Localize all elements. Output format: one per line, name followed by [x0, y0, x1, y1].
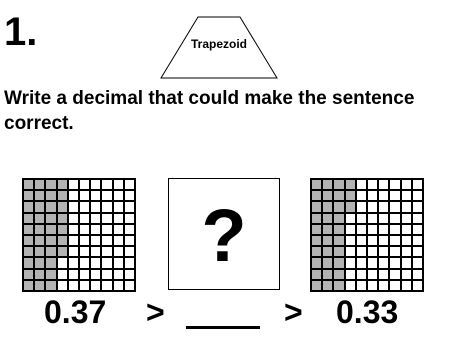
grid-cell-shaded	[45, 190, 56, 201]
grid-cell	[113, 201, 124, 212]
grid-cell	[113, 235, 124, 246]
grid-cell-shaded	[322, 235, 333, 246]
grid-cell-shaded	[345, 179, 356, 190]
grid-cell-shaded	[34, 213, 45, 224]
grid-cell	[90, 201, 101, 212]
grid-cell	[356, 246, 367, 257]
grid-cell	[367, 235, 378, 246]
grid-cell-shaded	[57, 246, 68, 257]
grid-cell	[68, 213, 79, 224]
grid-cell	[113, 190, 124, 201]
grid-cell	[389, 224, 400, 235]
grid-cell	[101, 190, 112, 201]
grid-cell-shaded	[23, 213, 34, 224]
grid-cell	[124, 179, 135, 190]
grid-cell	[79, 257, 90, 268]
grid-cell-shaded	[322, 246, 333, 257]
grid-cell	[367, 201, 378, 212]
grid-cell-shaded	[322, 269, 333, 280]
grid-cell-shaded	[345, 201, 356, 212]
grid-cell	[356, 257, 367, 268]
grid-cell	[412, 235, 423, 246]
grid-cell	[68, 224, 79, 235]
grid-cell-shaded	[23, 246, 34, 257]
grid-cell	[356, 190, 367, 201]
grid-cell	[79, 201, 90, 212]
question-mark: ?	[201, 194, 247, 277]
grid-cell	[378, 257, 389, 268]
grid-cell	[124, 235, 135, 246]
grid-cell	[356, 235, 367, 246]
grid-cell	[389, 257, 400, 268]
grid-cell	[367, 224, 378, 235]
grid-cell	[367, 246, 378, 257]
grid-cell	[124, 201, 135, 212]
grid-cell-shaded	[57, 235, 68, 246]
grid-cell-shaded	[311, 190, 322, 201]
grid-cell	[367, 257, 378, 268]
grid-cell	[356, 201, 367, 212]
grid-cell	[90, 190, 101, 201]
grid-cell	[412, 269, 423, 280]
grid-cell	[356, 269, 367, 280]
grid-cell-shaded	[311, 235, 322, 246]
grid-cell-shaded	[23, 235, 34, 246]
grid-cell	[124, 257, 135, 268]
grid-cell	[356, 213, 367, 224]
grid-cell-shaded	[45, 246, 56, 257]
grid-cell	[345, 224, 356, 235]
grid-cell	[113, 213, 124, 224]
grid-cell-shaded	[311, 224, 322, 235]
grid-cell	[90, 246, 101, 257]
grid-cell-shaded	[45, 257, 56, 268]
grid-cell	[124, 213, 135, 224]
grid-cell	[401, 246, 412, 257]
grid-cell	[68, 235, 79, 246]
grid-cell	[367, 269, 378, 280]
grid-cell	[412, 213, 423, 224]
grid-cell	[101, 246, 112, 257]
grid-cell	[90, 179, 101, 190]
grid-cell-shaded	[322, 257, 333, 268]
grid-cell	[412, 179, 423, 190]
grid-cell	[412, 201, 423, 212]
grid-cell-shaded	[333, 235, 344, 246]
grid-cell	[113, 224, 124, 235]
unknown-value-box	[168, 178, 280, 290]
trapezoid-label: Trapezoid	[190, 37, 247, 51]
grid-cell	[401, 201, 412, 212]
grid-cell-shaded	[34, 269, 45, 280]
grid-cell-shaded	[57, 224, 68, 235]
grid-cell	[345, 257, 356, 268]
grid-cell	[401, 280, 412, 291]
grid-cell	[389, 179, 400, 190]
grid-cell	[90, 269, 101, 280]
grid-cell	[79, 213, 90, 224]
grid-cell-shaded	[333, 224, 344, 235]
grid-cell	[401, 269, 412, 280]
grid-cell-shaded	[45, 213, 56, 224]
grid-cell	[68, 246, 79, 257]
grid-cell-shaded	[322, 224, 333, 235]
grid-cell	[378, 235, 389, 246]
grid-cell	[124, 246, 135, 257]
grid-cell-shaded	[34, 257, 45, 268]
grid-cell	[68, 257, 79, 268]
grid-cell-shaded	[45, 269, 56, 280]
grid-cell	[389, 213, 400, 224]
grid-cell	[113, 269, 124, 280]
grid-cell	[90, 257, 101, 268]
grid-cell	[378, 201, 389, 212]
grid-cell-shaded	[45, 224, 56, 235]
instruction-text: Write a decimal that could make the sentence correct.	[4, 88, 415, 134]
grid-cell-shaded	[333, 201, 344, 212]
grid-cell-shaded	[57, 190, 68, 201]
grid-cell	[389, 201, 400, 212]
grid-cell	[124, 190, 135, 201]
greater-than-symbol-1: >	[146, 294, 165, 330]
grid-cell	[57, 257, 68, 268]
grid-cell-shaded	[345, 190, 356, 201]
grid-cell-shaded	[311, 201, 322, 212]
grid-cell	[378, 246, 389, 257]
grid-cell-shaded	[311, 269, 322, 280]
trapezoid-shape	[160, 16, 278, 80]
grid-cell	[57, 269, 68, 280]
grid-cell	[90, 213, 101, 224]
grid-cell	[401, 190, 412, 201]
grid-cell-shaded	[311, 280, 322, 291]
grid-cell	[79, 235, 90, 246]
grid-cell-shaded	[34, 224, 45, 235]
grid-cell-shaded	[333, 269, 344, 280]
grid-cell-shaded	[23, 280, 34, 291]
grid-cell-shaded	[322, 190, 333, 201]
grid-cell	[345, 235, 356, 246]
grid-cell	[101, 201, 112, 212]
grid-cell-shaded	[34, 179, 45, 190]
grid-cell	[101, 269, 112, 280]
grid-cell	[367, 213, 378, 224]
grid-cell-shaded	[34, 246, 45, 257]
grid-cell	[113, 179, 124, 190]
question-number: 1.	[4, 10, 38, 54]
grid-cell-shaded	[322, 213, 333, 224]
grid-cell-shaded	[34, 235, 45, 246]
grid-cell-shaded	[23, 179, 34, 190]
grid-cell	[412, 246, 423, 257]
grid-cell	[378, 224, 389, 235]
grid-cell	[124, 280, 135, 291]
grid-cell	[79, 179, 90, 190]
grid-cell	[113, 280, 124, 291]
grid-cell-shaded	[57, 179, 68, 190]
grid-cell-shaded	[45, 179, 56, 190]
grid-cell-shaded	[322, 280, 333, 291]
left-decimal: 0.37	[44, 294, 107, 330]
grid-cell	[345, 269, 356, 280]
grid-cell	[101, 257, 112, 268]
right-decimal: 0.33	[336, 294, 399, 330]
grid-cell	[79, 269, 90, 280]
grid-cell-shaded	[333, 246, 344, 257]
greater-than-symbol-2: >	[284, 294, 303, 330]
grid-cell-shaded	[45, 201, 56, 212]
grid-cell-shaded	[57, 213, 68, 224]
grid-cell	[412, 190, 423, 201]
grid-cell	[401, 224, 412, 235]
grid-cell	[101, 213, 112, 224]
grid-cell-shaded	[333, 257, 344, 268]
grid-cell	[113, 246, 124, 257]
grid-cell	[401, 213, 412, 224]
grid-cell	[401, 257, 412, 268]
grid-cell	[101, 235, 112, 246]
grid-cell-shaded	[23, 201, 34, 212]
grid-cell	[378, 213, 389, 224]
grid-cell-shaded	[23, 224, 34, 235]
grid-cell	[412, 257, 423, 268]
grid-cell	[68, 269, 79, 280]
grid-cell	[412, 224, 423, 235]
grid-cell	[345, 246, 356, 257]
grid-cell	[113, 257, 124, 268]
grid-cell-shaded	[23, 269, 34, 280]
grid-cell-shaded	[34, 201, 45, 212]
grid-cell	[367, 179, 378, 190]
grid-cell	[412, 280, 423, 291]
grid-cell	[68, 190, 79, 201]
grid-cell	[389, 235, 400, 246]
grid-cell	[79, 246, 90, 257]
grid-cell-shaded	[333, 179, 344, 190]
grid-cell	[79, 224, 90, 235]
grid-cell-shaded	[322, 179, 333, 190]
grid-cell-shaded	[23, 190, 34, 201]
grid-cell	[68, 179, 79, 190]
grid-cell	[345, 213, 356, 224]
grid-cell-shaded	[322, 201, 333, 212]
grid-cell-shaded	[333, 213, 344, 224]
grid-cell	[367, 190, 378, 201]
grid-cell-shaded	[23, 257, 34, 268]
grid-cell-shaded	[311, 213, 322, 224]
grid-cell-shaded	[45, 235, 56, 246]
grid-cell	[356, 179, 367, 190]
hundreds-grid-left	[22, 178, 136, 292]
grid-cell	[378, 179, 389, 190]
hundreds-grid-right	[310, 178, 424, 292]
grid-cell	[389, 269, 400, 280]
grid-cell	[90, 224, 101, 235]
answer-blank[interactable]	[186, 326, 260, 329]
grid-cell-shaded	[57, 201, 68, 212]
grid-cell-shaded	[333, 190, 344, 201]
grid-cell	[101, 224, 112, 235]
grid-cell	[389, 190, 400, 201]
grid-cell	[401, 235, 412, 246]
grid-cell	[101, 179, 112, 190]
grid-cell	[124, 224, 135, 235]
grid-cell	[378, 190, 389, 201]
grid-cell	[356, 224, 367, 235]
grid-cell-shaded	[311, 246, 322, 257]
grid-cell-shaded	[311, 257, 322, 268]
grid-cell	[389, 246, 400, 257]
grid-cell-shaded	[34, 190, 45, 201]
grid-cell-shaded	[311, 179, 322, 190]
grid-cell	[90, 235, 101, 246]
grid-cell	[68, 201, 79, 212]
grid-cell	[124, 269, 135, 280]
grid-cell	[378, 269, 389, 280]
grid-cell	[79, 190, 90, 201]
grid-cell	[401, 179, 412, 190]
